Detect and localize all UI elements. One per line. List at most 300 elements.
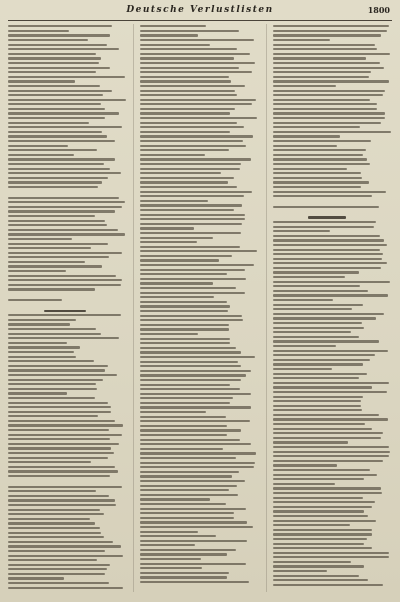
text-line-ink <box>273 285 361 287</box>
text-line-ink <box>8 34 110 36</box>
text-line-ink <box>273 492 383 494</box>
text-line-ink <box>8 284 121 286</box>
text-line-ink <box>8 568 107 570</box>
text-line-ink <box>8 117 105 119</box>
text-line-ink <box>140 365 241 367</box>
text-line-ink <box>140 347 236 349</box>
text-line-ink <box>8 346 80 348</box>
text-line-ink <box>140 526 253 528</box>
text-line-ink <box>140 411 206 413</box>
text-line-ink <box>273 181 369 183</box>
text-line-ink <box>8 126 122 128</box>
text-line-ink <box>140 287 236 289</box>
text-line-ink <box>8 261 85 263</box>
text-line-ink <box>140 34 197 36</box>
text-line-ink <box>140 429 240 431</box>
text-line-ink <box>44 310 86 312</box>
text-line-ink <box>273 230 330 232</box>
text-line-ink <box>8 229 118 231</box>
text-line <box>273 583 392 588</box>
text-line-ink <box>8 356 76 358</box>
text-line-ink <box>273 520 376 522</box>
text-line-ink <box>8 564 110 566</box>
text-line-ink <box>273 515 368 517</box>
text-line-ink <box>8 452 114 454</box>
text-line-ink <box>273 474 377 476</box>
text-line-ink <box>273 126 360 128</box>
text-line-ink <box>273 409 363 411</box>
text-line-ink <box>8 415 98 417</box>
text-line-ink <box>8 577 64 579</box>
text-line-ink <box>8 108 105 110</box>
text-line-ink <box>273 186 361 188</box>
text-line-ink <box>273 53 390 55</box>
text-line-ink <box>140 388 239 390</box>
text-line-ink <box>273 432 384 434</box>
text-line-ink <box>140 397 232 399</box>
text-line-ink <box>8 495 109 497</box>
text-line-ink <box>273 253 383 255</box>
text-line-ink <box>273 34 382 36</box>
text-line-ink <box>8 429 109 431</box>
text-line-ink <box>8 379 103 381</box>
text-line-ink <box>8 62 99 64</box>
text-line-ink <box>273 405 361 407</box>
text-line-ink <box>8 90 112 92</box>
text-line-ink <box>140 145 246 147</box>
text-line-ink <box>8 122 89 124</box>
text-line-ink <box>140 80 230 82</box>
text-line-ink <box>140 512 234 514</box>
text-line-ink <box>273 501 375 503</box>
text-line-ink <box>273 455 389 457</box>
text-line-ink <box>140 498 209 500</box>
text-line-ink <box>140 103 251 105</box>
text-line-ink <box>8 351 74 353</box>
text-line-ink <box>273 565 365 567</box>
text-line-ink <box>273 561 352 563</box>
text-line-ink <box>8 402 108 404</box>
text-line-ink <box>140 540 247 542</box>
text-line-ink <box>8 374 117 376</box>
text-line-ink <box>140 324 229 326</box>
text-line-ink <box>8 57 101 59</box>
text-line-ink <box>140 503 226 505</box>
text-line-ink <box>140 553 226 555</box>
text-line-ink <box>140 521 246 523</box>
text-line-ink <box>273 48 378 50</box>
text-line-ink <box>140 195 243 197</box>
text-line-ink <box>140 282 213 284</box>
text-line-ink <box>140 567 201 569</box>
text-line-ink <box>273 145 337 147</box>
text-line-ink <box>140 370 251 372</box>
text-line-ink <box>8 67 110 69</box>
text-line-ink <box>8 112 119 114</box>
text-line-ink <box>140 305 230 307</box>
text-line-ink <box>8 490 96 492</box>
text-line-ink <box>140 356 255 358</box>
text-line-ink <box>273 90 386 92</box>
text-line-ink <box>273 510 365 512</box>
text-line-ink <box>140 163 240 165</box>
text-line-ink <box>8 181 102 183</box>
text-line-ink <box>140 259 219 261</box>
text-line-ink <box>273 552 389 554</box>
text-line-ink <box>140 85 245 87</box>
text-line-ink <box>140 168 240 170</box>
text-line-ink <box>8 201 125 203</box>
text-line-ink <box>273 538 367 540</box>
text-line-ink <box>273 244 387 246</box>
text-line-ink <box>273 195 372 197</box>
text-line-ink <box>273 345 336 347</box>
text-line-ink <box>8 434 122 436</box>
text-line-ink <box>140 517 234 519</box>
text-line-ink <box>273 158 368 160</box>
text-line-ink <box>140 393 251 395</box>
text-line-ink <box>140 67 238 69</box>
text-line-ink <box>8 252 122 254</box>
text-line-ink <box>140 315 242 317</box>
text-line-ink <box>140 237 212 239</box>
text-line-ink <box>8 206 122 208</box>
header-rule <box>8 20 392 21</box>
text-line-ink <box>140 57 233 59</box>
text-line-ink <box>273 25 390 27</box>
text-line-ink <box>8 168 110 170</box>
text-line-ink <box>140 250 257 252</box>
text-line-ink <box>273 363 363 365</box>
text-line-ink <box>273 140 371 142</box>
text-line-ink <box>273 117 386 119</box>
text-line-ink <box>140 246 240 248</box>
text-line-ink <box>273 258 382 260</box>
text-line-ink <box>8 279 122 281</box>
text-line-ink <box>8 135 107 137</box>
text-line-ink <box>140 475 231 477</box>
text-line-ink <box>273 414 380 416</box>
text-line-ink <box>273 191 386 193</box>
text-line-ink <box>8 369 105 371</box>
text-line-ink <box>140 581 249 583</box>
text-line-ink <box>273 249 380 251</box>
text-line-ink <box>140 296 214 298</box>
page-header <box>8 5 392 19</box>
text-line-ink <box>8 275 116 277</box>
text-line-ink <box>273 71 371 73</box>
text-line-ink <box>273 206 379 208</box>
text-line-ink <box>273 556 389 558</box>
text-line-ink <box>140 99 256 101</box>
text-line-ink <box>8 233 125 235</box>
text-line-ink <box>273 543 364 545</box>
text-line-ink <box>273 85 336 87</box>
text-line-ink <box>273 276 346 278</box>
text-line-ink <box>8 527 100 529</box>
text-line-ink <box>8 25 112 27</box>
text-line-ink <box>8 323 70 325</box>
text-line-ink <box>8 288 95 290</box>
text-line-ink <box>8 333 101 335</box>
text-line-ink <box>140 154 205 156</box>
text-line-ink <box>8 154 74 156</box>
text-line-ink <box>8 392 67 394</box>
text-line-ink <box>273 377 359 379</box>
text-line-ink <box>273 267 382 269</box>
text-line-ink <box>140 535 216 537</box>
text-line-ink <box>8 406 111 408</box>
text-line-ink <box>273 99 370 101</box>
text-line-ink <box>140 576 227 578</box>
text-line-ink <box>140 319 243 321</box>
text-line-ink <box>8 270 66 272</box>
text-line-ink <box>273 451 390 453</box>
text-line-ink <box>8 103 101 105</box>
text-line-ink <box>8 337 119 339</box>
text-line-ink <box>8 532 101 534</box>
text-line-ink <box>140 448 223 450</box>
text-line-ink <box>8 53 96 55</box>
text-line-ink <box>140 76 229 78</box>
text-line-ink <box>8 466 115 468</box>
text-line-ink <box>273 584 383 586</box>
column-divider <box>133 24 134 592</box>
text-line-ink <box>140 278 246 280</box>
text-line-ink <box>273 547 372 549</box>
text-line-ink <box>140 558 200 560</box>
text-line-ink <box>273 57 366 59</box>
text-line-ink <box>140 434 226 436</box>
text-line-ink <box>8 509 100 511</box>
text-line-ink <box>273 281 391 283</box>
text-line-ink <box>140 90 235 92</box>
text-line-ink <box>273 331 351 333</box>
text-line-ink <box>8 438 110 440</box>
text-line-ink <box>140 374 246 376</box>
text-line-ink <box>273 299 333 301</box>
text-line-ink <box>273 177 362 179</box>
text-line-ink <box>140 443 251 445</box>
text-line-ink <box>273 30 387 32</box>
text-line-ink <box>140 384 229 386</box>
text-line-ink <box>140 158 250 160</box>
text-line-ink <box>140 218 245 220</box>
text-line-ink <box>273 350 388 352</box>
text-line-ink <box>8 555 123 557</box>
text-line-ink <box>273 149 367 151</box>
text-line-ink <box>273 44 375 46</box>
text-line-ink <box>273 386 372 388</box>
text-line-ink <box>8 541 113 543</box>
text-line-ink <box>140 466 254 468</box>
text-line-ink <box>140 214 244 216</box>
text-line-ink <box>8 85 100 87</box>
text-line-ink <box>8 299 62 301</box>
text-line-ink <box>8 342 67 344</box>
text-line-ink <box>273 304 363 306</box>
text-line-ink <box>140 531 198 533</box>
text-line-ink <box>8 559 97 561</box>
text-line-ink <box>273 570 327 572</box>
text-line-ink <box>140 108 235 110</box>
text-line-ink <box>273 336 359 338</box>
text-line-ink <box>140 480 244 482</box>
text-line-ink <box>8 131 102 133</box>
text-line-ink <box>8 513 104 515</box>
text-line-ink <box>140 122 237 124</box>
text-line-ink <box>140 255 231 257</box>
text-line-ink <box>8 215 95 217</box>
text-line-ink <box>273 373 368 375</box>
text-line-ink <box>140 126 244 128</box>
text-line-ink <box>8 383 96 385</box>
text-line-ink <box>8 94 103 96</box>
text-line-ink <box>8 48 119 50</box>
text-column-left <box>8 24 127 592</box>
text-line-ink <box>140 30 238 32</box>
text-line-ink <box>273 62 381 64</box>
text-line-ink <box>273 396 364 398</box>
text-line-ink <box>273 168 347 170</box>
text-line <box>8 585 127 590</box>
text-line-ink <box>8 80 75 82</box>
text-line-ink <box>140 342 229 344</box>
text-line-ink <box>140 191 252 193</box>
text-line-ink <box>273 533 373 535</box>
text-line-ink <box>273 418 389 420</box>
text-line-ink <box>140 439 240 441</box>
text-line-ink <box>273 313 385 315</box>
text-line-ink <box>140 131 230 133</box>
text-columns <box>8 24 392 592</box>
text-line-ink <box>8 522 95 524</box>
text-line-ink <box>140 241 196 243</box>
text-line-ink <box>273 478 364 480</box>
text-line-ink <box>140 269 244 271</box>
text-column-right <box>273 24 392 592</box>
text-line-ink <box>273 235 380 237</box>
text-line-ink <box>8 172 121 174</box>
text-line-ink <box>8 536 104 538</box>
text-line-ink <box>8 210 115 212</box>
text-line-ink <box>273 446 389 448</box>
text-line-ink <box>8 163 104 165</box>
text-line-ink <box>8 224 107 226</box>
text-line-ink <box>8 573 105 575</box>
text-line-ink <box>8 76 125 78</box>
text-line-ink <box>273 506 372 508</box>
text-line-ink <box>140 379 241 381</box>
text-line-ink <box>273 108 377 110</box>
text-line-ink <box>140 232 241 234</box>
text-line-ink <box>8 420 115 422</box>
text-line-ink <box>273 135 341 137</box>
text-line-ink <box>273 575 360 577</box>
text-line-ink <box>273 122 381 124</box>
text-line-ink <box>140 223 242 225</box>
text-line-ink <box>140 462 255 464</box>
text-line-ink <box>273 428 372 430</box>
text-line-ink <box>140 117 257 119</box>
text-line-ink <box>140 264 253 266</box>
text-line-ink <box>273 290 368 292</box>
text-line-ink <box>273 172 361 174</box>
text-line-ink <box>140 209 234 211</box>
text-line-ink <box>273 112 385 114</box>
text-line-ink <box>8 443 119 445</box>
text-line-ink <box>273 131 391 133</box>
text-line-ink <box>140 181 228 183</box>
text-line-ink <box>140 149 229 151</box>
text-line-ink <box>8 197 119 199</box>
text-line-ink <box>140 177 234 179</box>
text-line-ink <box>140 172 220 174</box>
text-line-ink <box>140 328 229 330</box>
text-line-ink <box>140 425 227 427</box>
text-line-ink <box>273 322 362 324</box>
text-line-ink <box>140 549 235 551</box>
text-line-ink <box>273 308 352 310</box>
text-line-ink <box>273 340 379 342</box>
text-line-ink <box>273 487 382 489</box>
text-line-ink <box>8 518 90 520</box>
text-line-ink <box>8 360 94 362</box>
text-line-ink <box>8 475 110 477</box>
text-line-ink <box>140 351 241 353</box>
text-line-ink <box>273 368 332 370</box>
text-line-ink <box>273 67 385 69</box>
text-line-ink <box>273 94 383 96</box>
text-line-ink <box>273 226 374 228</box>
text-line-ink <box>273 382 389 384</box>
text-line-ink <box>8 397 95 399</box>
text-line-ink <box>273 221 376 223</box>
text-line-ink <box>8 486 122 488</box>
text-line-ink <box>273 391 387 393</box>
text-line-ink <box>8 140 115 142</box>
text-line-ink <box>273 359 370 361</box>
text-line-ink <box>8 447 111 449</box>
text-line-ink <box>273 39 331 41</box>
text-line-ink <box>140 508 246 510</box>
text-line-ink <box>8 158 115 160</box>
text-line-ink <box>273 271 359 273</box>
text-line-ink <box>273 423 365 425</box>
text-line-ink <box>273 294 389 296</box>
text-line-ink <box>140 471 238 473</box>
text-line-ink <box>140 44 210 46</box>
text-line-ink <box>273 163 370 165</box>
text-line-ink <box>8 186 98 188</box>
text-line-ink <box>273 524 350 526</box>
text-line-ink <box>308 216 346 218</box>
text-line-ink <box>8 149 97 151</box>
text-line-ink <box>140 186 237 188</box>
text-line-ink <box>273 483 336 485</box>
text-line-ink <box>140 402 229 404</box>
text-line-ink <box>140 135 253 137</box>
text-line-ink <box>273 579 368 581</box>
text-line <box>140 580 259 585</box>
text-line-ink <box>8 457 108 459</box>
text-line-ink <box>140 200 208 202</box>
text-line-ink <box>8 30 69 32</box>
text-line-ink <box>8 319 76 321</box>
text-line-ink <box>273 154 364 156</box>
text-line-ink <box>140 62 254 64</box>
text-line-ink <box>140 292 245 294</box>
